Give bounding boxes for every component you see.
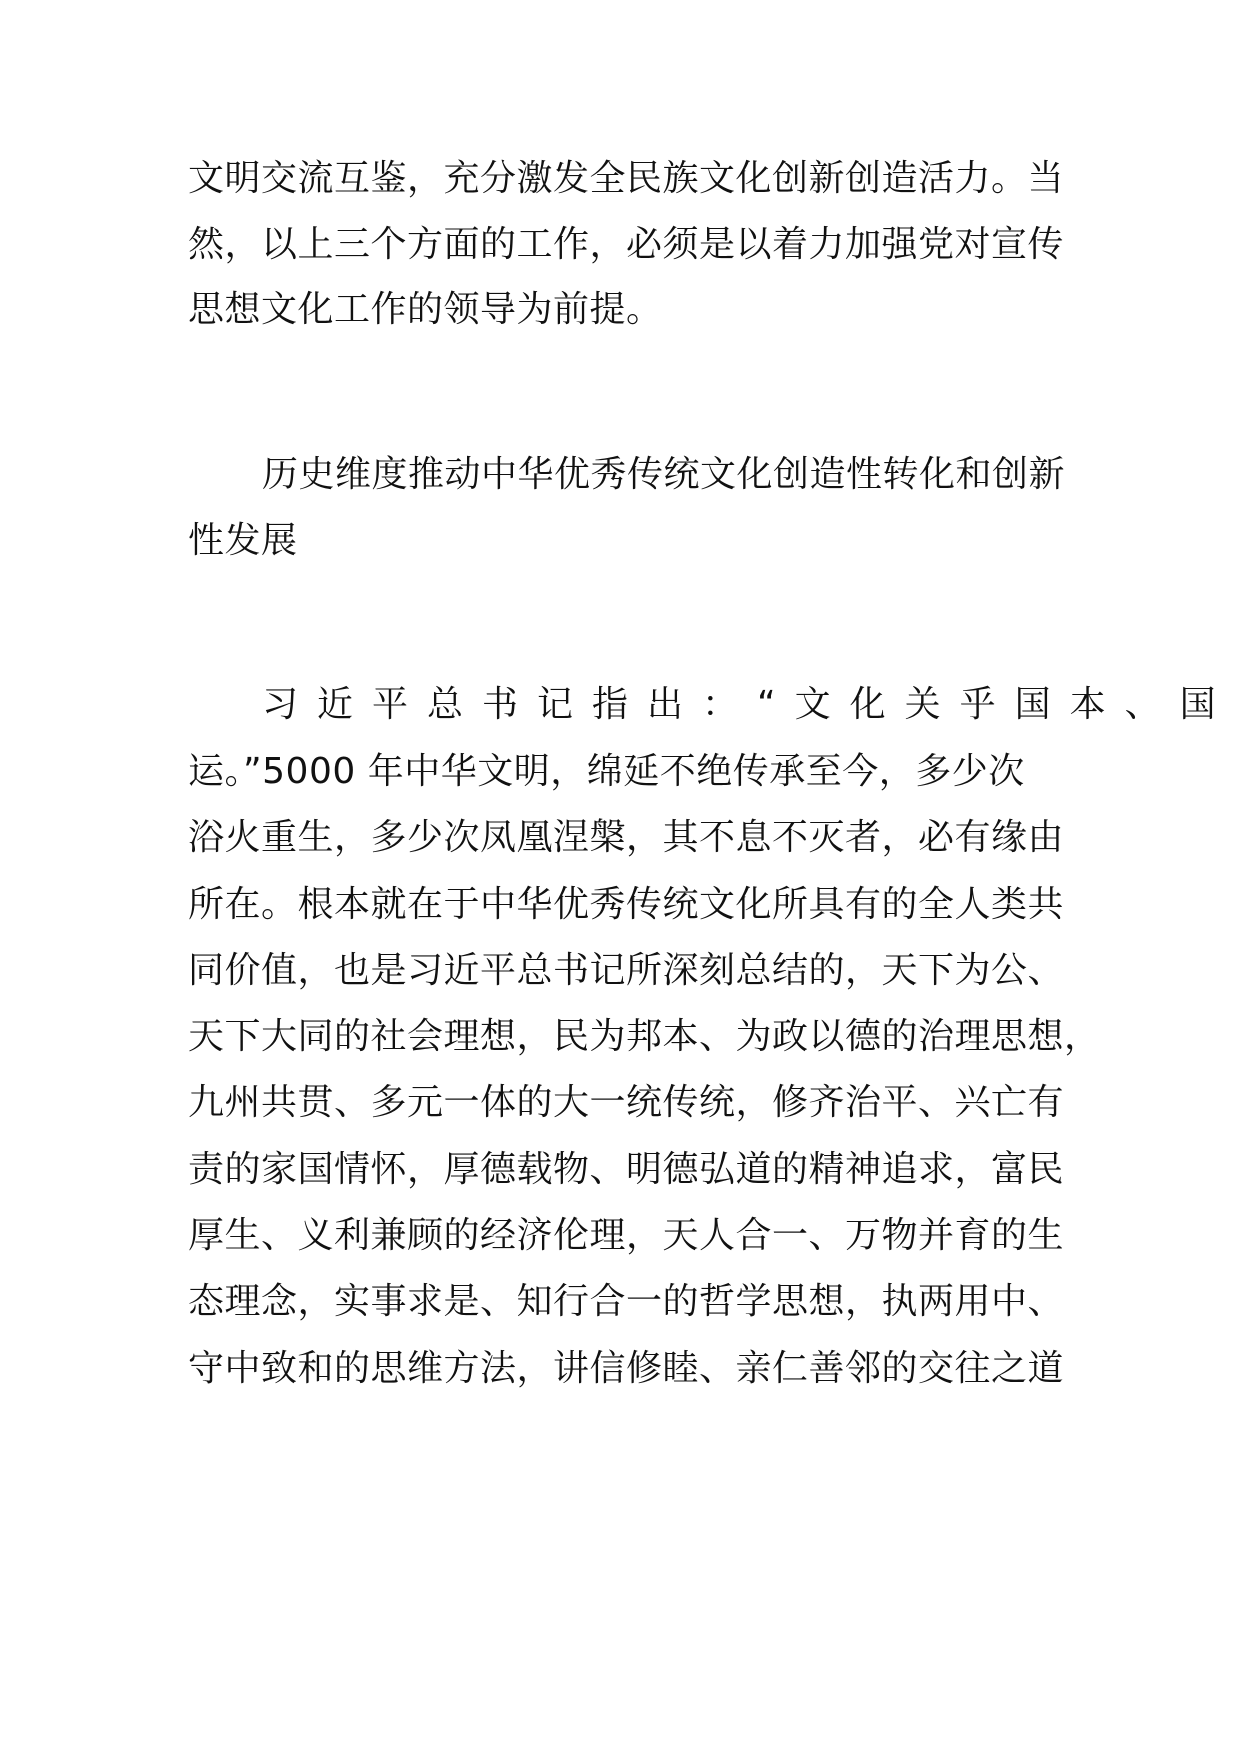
paragraph-3-line-9: 厚生、义利兼顾的经济伦理，天人合一、万物并育的生 bbox=[188, 1215, 1065, 1256]
section-heading-line-2: 性发展 bbox=[188, 520, 298, 561]
paragraph-1-line-1: 文明交流互鉴，充分激发全民族文化创新创造活力。当 bbox=[188, 158, 1065, 199]
paragraph-3-line-10: 态理念，实事求是、知行合一的哲学思想，执两用中、 bbox=[188, 1281, 1065, 1322]
paragraph-3-line-1: 习近平总书记指出：“文化关乎国本、国 bbox=[262, 684, 1235, 725]
paragraph-3-line-4: 所在。根本就在于中华优秀传统文化所具有的全人类共 bbox=[188, 884, 1065, 925]
paragraph-3-line-3: 浴火重生，多少次凤凰涅槃，其不息不灭者，必有缘由 bbox=[188, 817, 1065, 858]
paragraph-3-line-11: 守中致和的思维方法，讲信修睦、亲仁善邻的交往之道 bbox=[188, 1348, 1065, 1389]
paragraph-3-line-7: 九州共贯、多元一体的大一统传统，修齐治平、兴亡有 bbox=[188, 1082, 1065, 1123]
paragraph-3-line-5: 同价值，也是习近平总书记所深刻总结的，天下为公、 bbox=[188, 950, 1065, 991]
paragraph-3-line-6: 天下大同的社会理想，民为邦本、为政以德的治理思想， bbox=[188, 1016, 1101, 1057]
paragraph-3-line-2: 运。”5000 年中华文明，绵延不绝传承至今，多少次 bbox=[188, 751, 1025, 792]
paragraph-1-line-2: 然，以上三个方面的工作，必须是以着力加强党对宣传 bbox=[188, 224, 1065, 265]
paragraph-1-line-3: 思想文化工作的领导为前提。 bbox=[188, 289, 663, 330]
section-heading-line-1: 历史维度推动中华优秀传统文化创造性转化和创新 bbox=[262, 454, 1066, 495]
paragraph-3-line-8: 责的家国情怀，厚德载物、明德弘道的精神追求，富民 bbox=[188, 1149, 1065, 1190]
